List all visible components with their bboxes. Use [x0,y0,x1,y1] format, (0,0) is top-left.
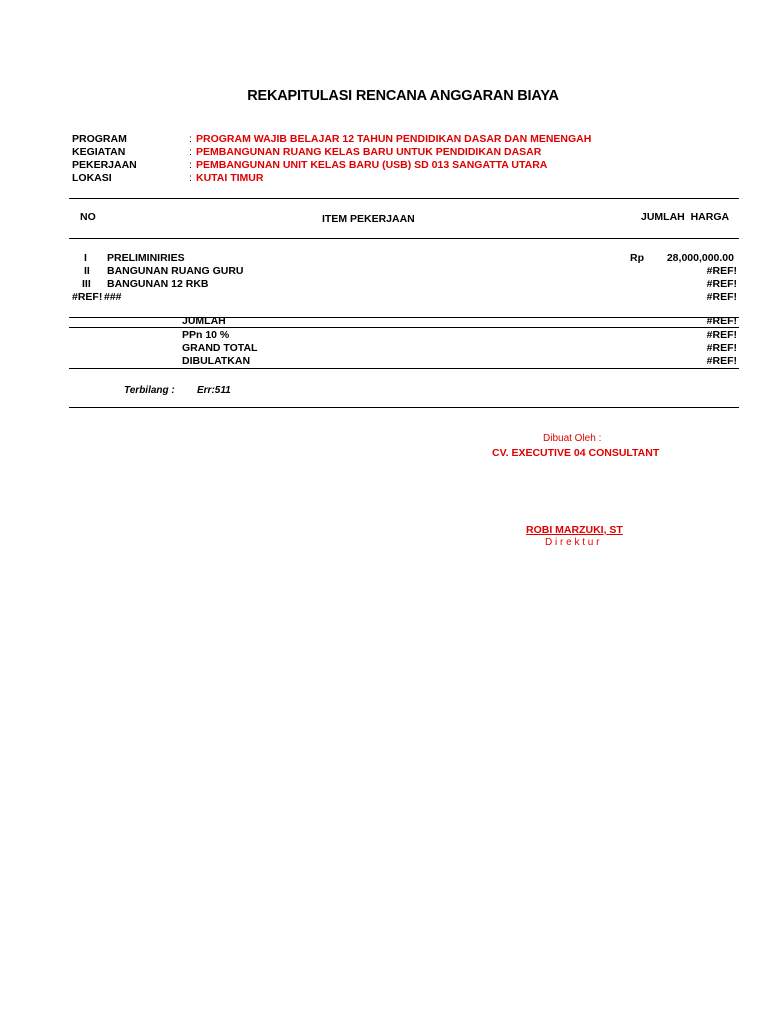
row-no: I [84,252,87,264]
terbilang-label: Terbilang : [124,385,175,396]
info-colon: : [189,133,192,145]
signatory-name: ROBI MARZUKI, ST [526,524,623,536]
info-label-program: PROGRAM [72,133,127,145]
row-amount: 28,000,000.00 [666,252,734,264]
made-by-label: Dibuat Oleh : [543,433,602,444]
header-bottom-border [69,238,739,239]
row-no: II [84,265,90,277]
summary-divider [69,327,739,328]
row-item: BANGUNAN RUANG GURU [107,265,244,277]
info-label-lokasi: LOKASI [72,172,112,184]
header-no: NO [80,211,96,223]
table-top-border [69,198,739,199]
info-label-kegiatan: KEGIATAN [72,146,126,158]
row-amount: #REF! [706,265,737,277]
info-value-pekerjaan: PEMBANGUNAN UNIT KELAS BARU (USB) SD 013 SANGATTA UTARA [196,159,548,171]
summary-label-ppn: PPn 10 % [182,329,230,341]
summary-label-dibulatkan: DIBULATKAN [182,355,251,367]
summary-label-grand-total: GRAND TOTAL [182,342,258,354]
row-no: #REF! [72,291,103,303]
header-amount: JUMLAH HARGA [641,211,730,223]
row-amount: #REF! [706,291,737,303]
info-value-lokasi: KUTAI TIMUR [196,172,264,184]
row-amount: #REF! [706,278,737,290]
summary-amount-grand-total: #REF! [706,342,737,354]
row-no: III [82,278,91,290]
info-colon: : [189,146,192,158]
summary-top-border [69,317,739,318]
header-item: ITEM PEKERJAAN [322,213,415,225]
info-colon: : [189,172,192,184]
summary-amount-dibulatkan: #REF! [706,355,737,367]
info-value-kegiatan: PEMBANGUNAN RUANG KELAS BARU UNTUK PENDIDIKAN DASAR [196,146,542,158]
company-name: CV. EXECUTIVE 04 CONSULTANT [492,447,660,459]
row-item: ### [104,291,122,303]
summary-label-jumlah: JUMLAH [182,315,226,327]
info-label-pekerjaan: PEKERJAAN [72,159,137,171]
signatory-position: D i r e k t u r [545,537,600,548]
terbilang-value: Err:511 [197,385,231,396]
row-item: BANGUNAN 12 RKB [107,278,209,290]
row-currency: Rp [630,252,644,264]
summary-amount-ppn: #REF! [706,329,737,341]
info-value-program: PROGRAM WAJIB BELAJAR 12 TAHUN PENDIDIKAN DASAR DAN MENENGAH [196,133,592,145]
info-colon: : [189,159,192,171]
summary-bottom-border [69,368,739,369]
table-bottom-border [69,407,739,408]
row-item: PRELIMINIRIES [107,252,185,264]
summary-amount-jumlah: #REF! [706,315,737,327]
document-title: REKAPITULASI RENCANA ANGGARAN BIAYA [247,88,559,104]
